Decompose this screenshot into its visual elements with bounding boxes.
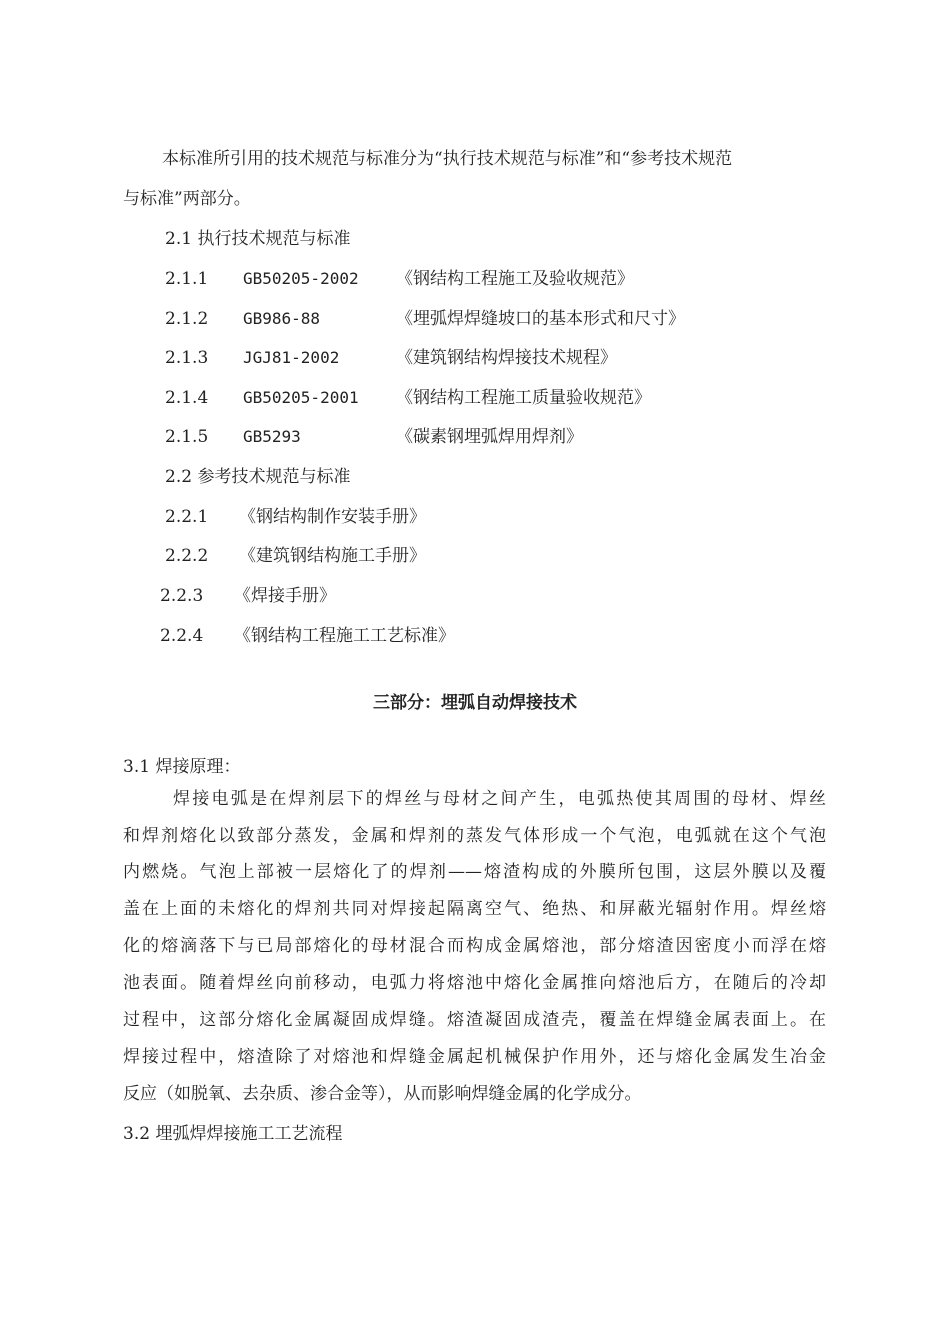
item-number: 2.1.1 [165,269,209,289]
item-number: 2.1.2 [165,309,209,329]
standard-code: GB986-88 [243,309,321,328]
section-2-1-heading: 2.1 执行技术规范与标准 [165,229,351,249]
paragraph-line: 焊接电弧是在焊剂层下的焊丝与母材之间产生，电弧热使其周围的母材、焊丝 [173,789,826,809]
standard-title: 《建筑钢结构焊接技术规程》 [396,348,617,368]
item-number: 2.2.2 [165,546,209,566]
paragraph-line: 池表面。随着焊丝向前移动，电弧力将熔池中熔化金属推向熔池后方，在随后的冷却 [123,973,826,993]
standard-title: 《埋弧焊焊缝坡口的基本形式和尺寸》 [396,309,685,329]
subsection-3-2-heading: 3.2 埋弧焊焊接施工工艺流程 [123,1124,343,1144]
paragraph-line: 过程中，这部分熔化金属凝固成焊缝。熔渣凝固成渣壳，覆盖在焊缝金属表面上。在 [123,1010,826,1030]
item-number: 2.2.1 [165,507,209,527]
paragraph-line: 化的熔滴落下与已局部熔化的母材混合而构成金属熔池，部分熔渣因密度小而浮在熔 [123,936,826,956]
standard-title: 《碳素钢埋弧焊用焊剂》 [396,427,583,447]
standard-code: GB5293 [243,427,301,446]
item-number: 2.1.3 [165,348,209,368]
paragraph-line: 和焊剂熔化以致部分蒸发，金属和焊剂的蒸发气体形成一个气泡，电弧就在这个气泡 [123,826,826,846]
intro-line-1: 本标准所引用的技术规范与标准分为“执行技术规范与标准”和“参考技术规范 [162,149,733,169]
paragraph-line: 反应（如脱氧、去杂质、渗合金等），从而影响焊缝金属的化学成分。 [123,1084,642,1104]
section-2-2-heading: 2.2 参考技术规范与标准 [165,467,351,487]
standard-code: JGJ81-2002 [243,348,340,367]
paragraph-line: 内燃烧。气泡上部被一层熔化了的焊剂——熔渣构成的外膜所包围，这层外膜以及覆 [123,862,826,882]
part-3-title: 三部分：埋弧自动焊接技术 [373,693,577,713]
item-number: 2.2.4 [160,626,204,646]
item-number: 2.1.5 [165,427,209,447]
standard-code: GB50205-2001 [243,388,359,407]
standard-title: 《钢结构工程施工及验收规范》 [396,269,634,289]
subsection-3-1-heading: 3.1 焊接原理： [123,757,241,777]
paragraph-line: 焊接过程中，熔渣除了对熔池和焊缝金属起机械保护作用外，还与熔化金属发生冶金 [123,1047,826,1067]
standard-title: 《建筑钢结构施工手册》 [239,546,426,566]
paragraph-line: 盖在上面的未熔化的焊剂共同对焊接起隔离空气、绝热、和屏蔽光辐射作用。焊丝熔 [123,899,826,919]
standard-title: 《钢结构制作安装手册》 [239,507,426,527]
standard-title: 《钢结构工程施工工艺标准》 [234,626,455,646]
standard-title: 《焊接手册》 [234,586,336,606]
item-number: 2.2.3 [160,586,204,606]
item-number: 2.1.4 [165,388,209,408]
intro-line-2: 与标准”两部分。 [123,189,251,209]
standard-title: 《钢结构工程施工质量验收规范》 [396,388,651,408]
standard-code: GB50205-2002 [243,269,359,288]
